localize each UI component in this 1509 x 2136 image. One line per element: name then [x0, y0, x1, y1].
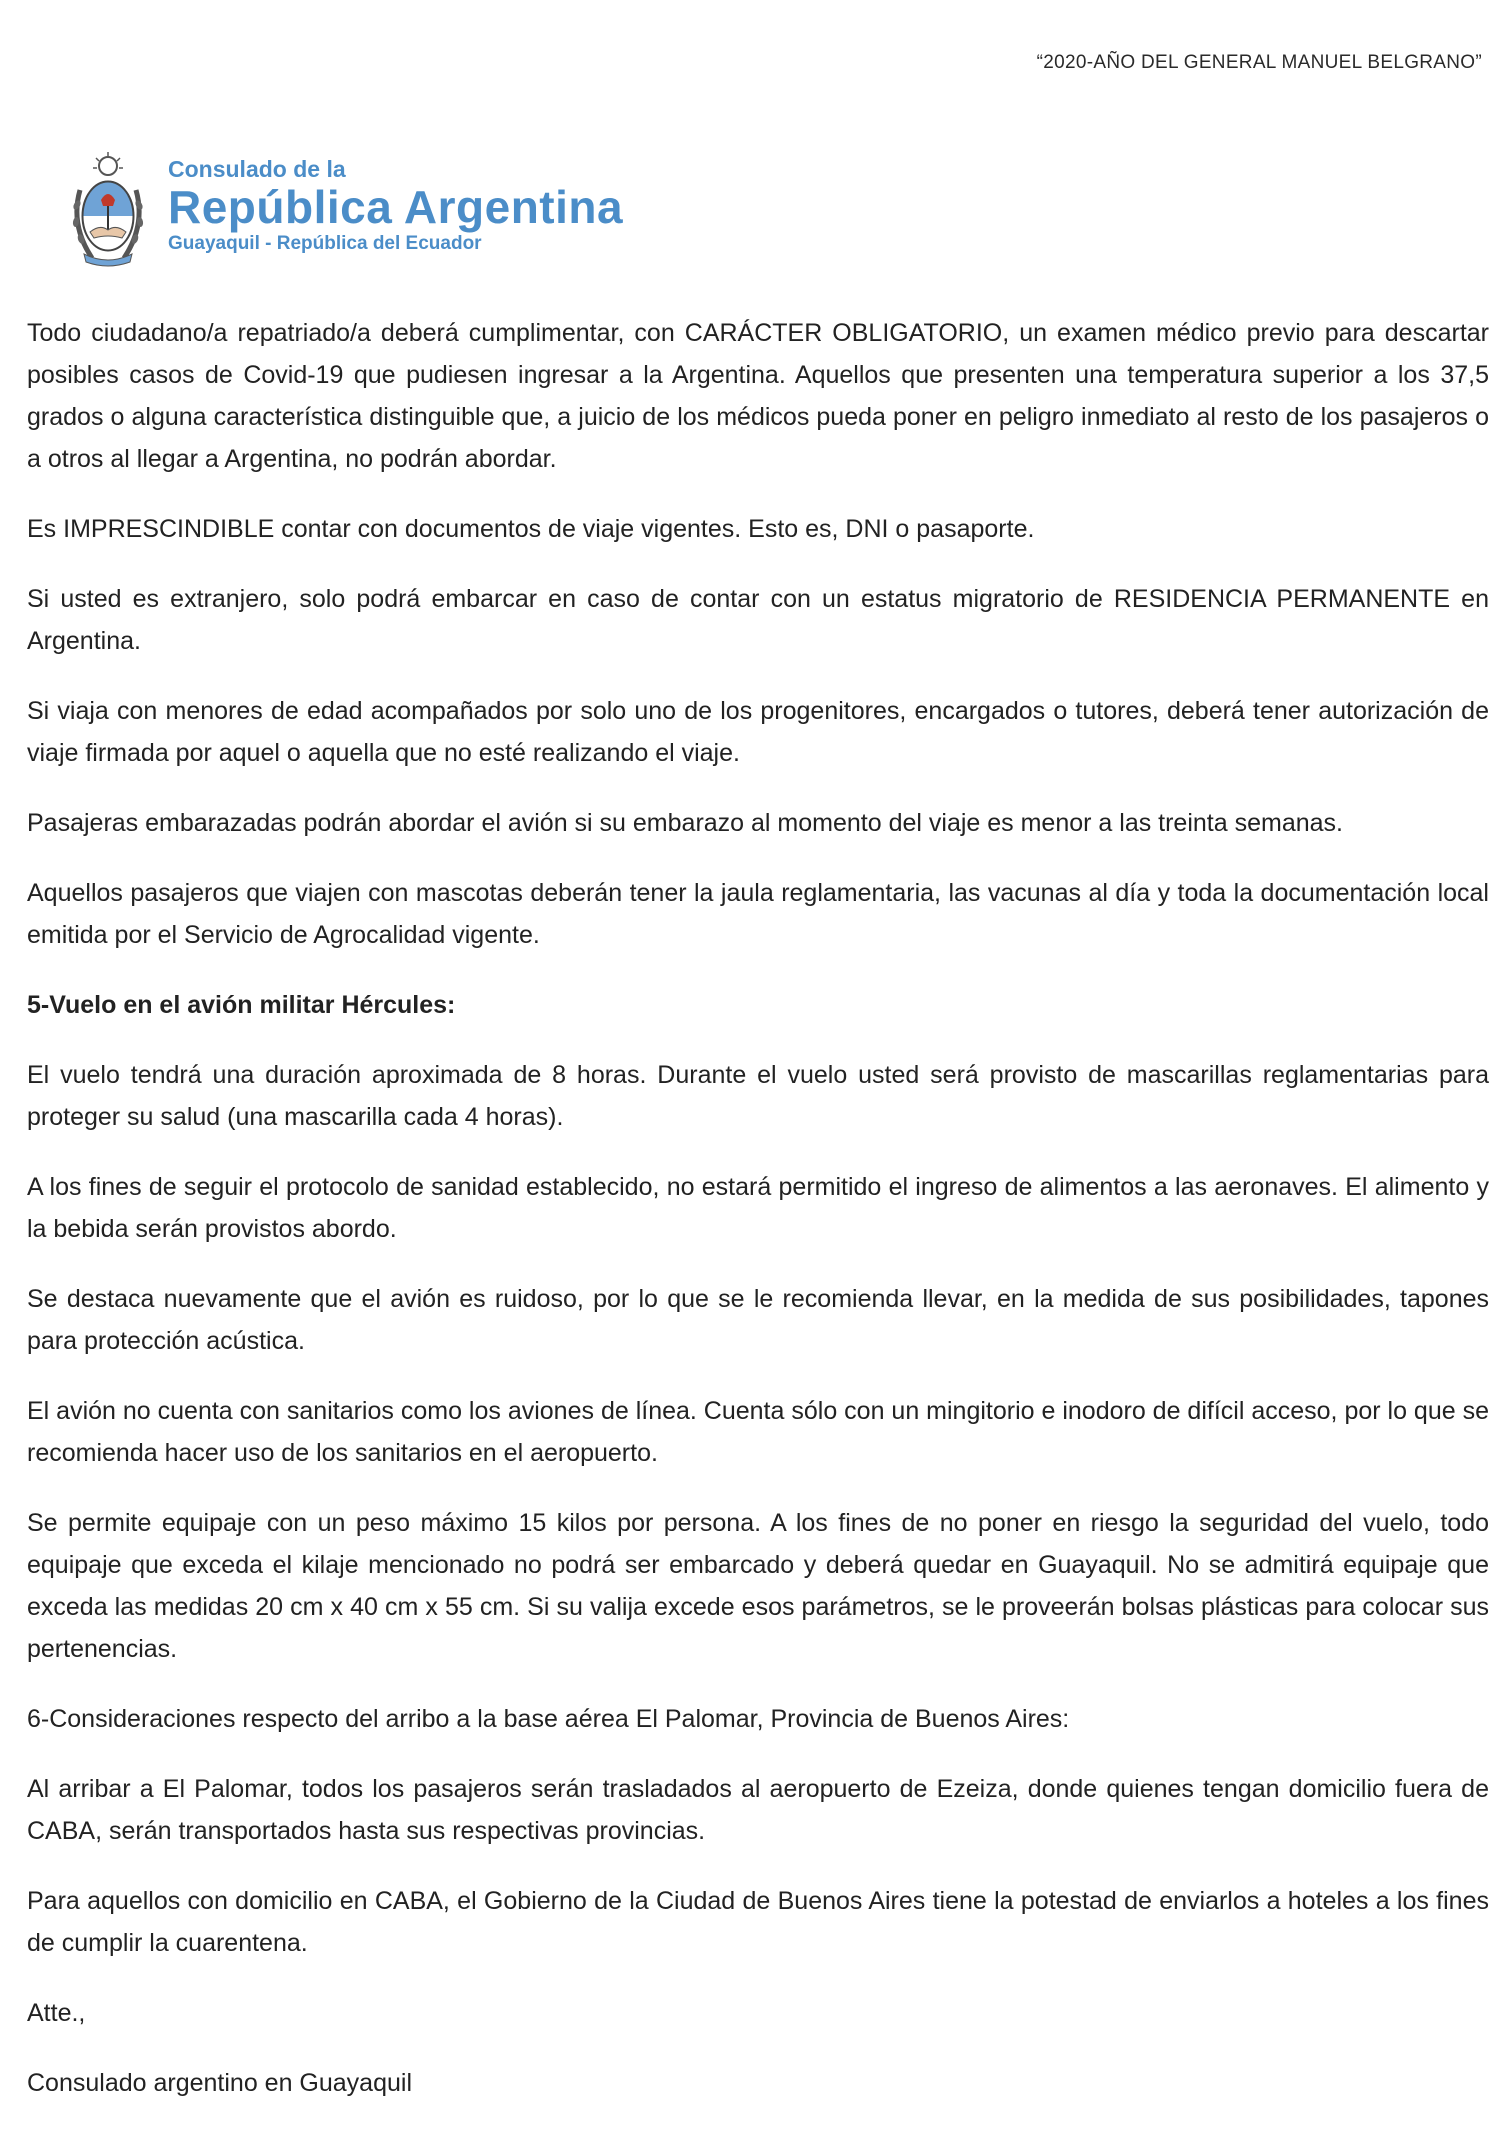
paragraph-pets: Aquellos pasajeros que viajen con mascotas deberán tener la jaula reglamentaria, las vacunas al día y toda la documentación local emitida por el Servicio de Agrocalidad vigente.	[27, 879, 1489, 949]
paragraph-toilets: El avión no cuenta con sanitarios como los aviones de línea. Cuenta sólo con un mingitorio e inodoro de difícil acceso, por lo que se recomienda hacer uso de los sanitarios en el aeropuerto.	[27, 1397, 1489, 1467]
letterhead-location: Guayaquil - República del Ecuador	[168, 233, 482, 254]
paragraph-noise: Se destaca nuevamente que el avión es ruidoso, por lo que se le recomienda llevar, en la medida de sus posibilidades, tapones para protección acústica.	[27, 1285, 1489, 1355]
section-heading-flight: 5-Vuelo en el avión militar Hércules:	[27, 991, 456, 1019]
closing: Atte.,	[27, 1999, 86, 2027]
argentina-coat-of-arms-icon	[68, 150, 148, 270]
section-heading-arrival: 6-Consideraciones respecto del arribo a la base aérea El Palomar, Provincia de Buenos Aires:	[27, 1705, 1070, 1733]
paragraph-travel-documents: Es IMPRESCINDIBLE contar con documentos de viaje vigentes. Esto es, DNI o pasaporte.	[27, 515, 1035, 543]
letterhead-text	[168, 156, 623, 256]
paragraph-pregnant: Pasajeras embarazadas podrán abordar el avión si su embarazo al momento del viaje es menor a las treinta semanas.	[27, 809, 1343, 837]
letterhead-line1: Consulado de la	[168, 156, 346, 182]
signature: Consulado argentino en Guayaquil	[27, 2069, 412, 2097]
document-body	[27, 312, 1489, 2132]
paragraph-foreigners: Si usted es extranjero, solo podrá embarcar en caso de contar con un estatus migratorio de RESIDENCIA PERMANENTE en Argentina.	[27, 585, 1489, 655]
paragraph-minors: Si viaja con menores de edad acompañados por solo uno de los progenitores, encargados o tutores, deberá tener autorización de viaje firmada por aquel o aquella que no esté realizando el viaje.	[27, 697, 1489, 767]
paragraph-luggage: Se permite equipaje con un peso máximo 15 kilos por persona. A los fines de no poner en riesgo la seguridad del vuelo, todo equipaje que exceda el kilaje mencionado no podrá ser embarcado y deberá quedar en Guayaquil. No se admitirá equipaje que exceda las medidas 20 cm x 40 cm x 55 cm. Si su valija excede esos parámetros, se le proveerán bolsas plásticas para colocar sus pertenencias.	[27, 1509, 1489, 1663]
letterhead	[68, 150, 708, 270]
paragraph-caba: Para aquellos con domicilio en CABA, el Gobierno de la Ciudad de Buenos Aires tiene la potestad de enviarlos a hoteles a los fines de cumplir la cuarentena.	[27, 1887, 1489, 1957]
paragraph-medical-exam: Todo ciudadano/a repatriado/a deberá cumplimentar, con CARÁCTER OBLIGATORIO, un examen médico previo para descartar posibles casos de Covid-19 que pudiesen ingresar a la Argentina. Aquellos que presenten una temperatura superior a los 37,5 grados o alguna característica distinguible que, a juicio de los médicos pueda poner en peligro inmediato al resto de los pasajeros o a otros al llegar a Argentina, no podrán abordar.	[27, 319, 1489, 473]
letterhead-title: República Argentina	[168, 181, 624, 233]
paragraph-food: A los fines de seguir el protocolo de sanidad establecido, no estará permitido el ingreso de alimentos a las aeronaves. El alimento y la bebida serán provistos abordo.	[27, 1173, 1489, 1243]
header-motto: “2020-AÑO DEL GENERAL MANUEL BELGRANO”	[1036, 52, 1482, 73]
paragraph-flight-duration: El vuelo tendrá una duración aproximada de 8 horas. Durante el vuelo usted será provisto de mascarillas reglamentarias para proteger su salud (una mascarilla cada 4 horas).	[27, 1061, 1489, 1131]
paragraph-ezeiza: Al arribar a El Palomar, todos los pasajeros serán trasladados al aeropuerto de Ezeiza, donde quienes tengan domicilio fuera de CABA, serán transportados hasta sus respectivas provincias.	[27, 1775, 1489, 1845]
